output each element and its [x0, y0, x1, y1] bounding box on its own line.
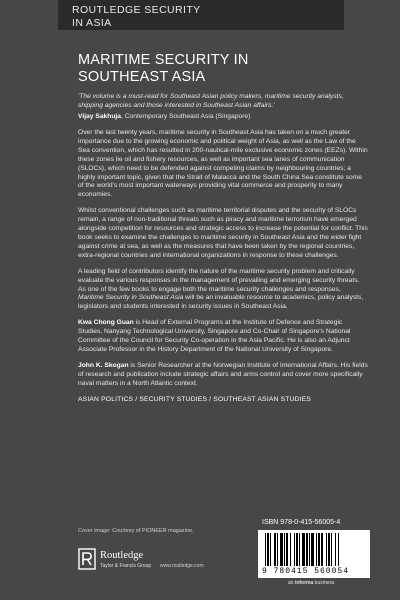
editor-bio-text-1: is Head of External Programs at the Institute of Defence and Strategic Studies, Nanyang Technological University, Singapore and Co-Chair of Singapore's National Committee of the Council for Security Co-operation in the Asia Pacific. He is also an Adjunct Associate Professor in the History Department of the National University of Singapore. [78, 319, 351, 353]
review-author: Vijay Sakhuja [78, 113, 121, 120]
barcode-bar [274, 533, 276, 566]
barcode-bar [280, 533, 283, 566]
barcode-bars [263, 533, 365, 567]
editor-bio-text-2: is Senior Researcher at the Norwegian Institute of International Affairs. His fields of research and publication include strategic affairs and arms control and cover more specifically naval matters in a North Atlantic context. [78, 361, 368, 387]
para3-book-title: Maritime Security in Southeast Asia [78, 294, 184, 302]
barcode-bar [328, 533, 330, 566]
barcode-digits: 9 780415 560054 [262, 567, 350, 576]
cover-content [78, 52, 368, 403]
informa-prefix: an [288, 580, 295, 586]
description-paragraph-3 [78, 268, 368, 313]
informa-suffix: business [313, 580, 335, 586]
informa-brand: informa [294, 580, 314, 586]
series-banner [58, 0, 344, 30]
series-name-line2: IN ASIA [72, 17, 112, 29]
barcode-bar [306, 533, 308, 566]
barcode-bar [270, 533, 271, 566]
cover-image-credit: Cover image: Courtesy of PIONEER magazine. [78, 528, 194, 534]
barcode-bar [318, 533, 320, 566]
barcode-bar [294, 533, 295, 566]
barcode [258, 530, 370, 578]
barcode-bar [267, 533, 269, 566]
barcode-bar [321, 533, 323, 566]
barcode-bar [302, 533, 305, 566]
review-quote: 'The volume is a must-read for Southeast Asian policy makers, maritime security analysts, shipping agencies and those interested in Southeast Asian affairs.' [78, 93, 344, 109]
description-paragraph-2: Whilst conventional challenges such as maritime territorial disputes and the security of SLOCs remain, a range of non-traditional threats such as piracy and maritime terrorism have emerged alongside competition for resources and strategic access to increase the potential for conflict. This book seeks to examine the challenges to maritime security in Southeast Asia and the wider fight against crime at sea, as well as the measures that have been taken by the regional countries, extra-regional countries and international organizations in response to these challenges. [78, 207, 368, 259]
review-source: , Contemporary Southeast Asia (Singapore) [121, 113, 251, 120]
para3-text-start: A leading field of contributors identify the nature of the maritime security problem and critically evaluate the various responses in the management of prevailing and emerging security threats. As one of the few books to engage both the maritime security challenges and responses, [78, 267, 360, 293]
title-line2: SOUTHEAST ASIA [78, 69, 206, 85]
para3-text-end: will be an invaluable resource to academics, policy analysts, legislators and students interested in security issues in Southeast Asia. [78, 294, 364, 311]
barcode-bar [296, 533, 298, 566]
barcode-bar [265, 533, 266, 566]
barcode-bar [277, 533, 278, 566]
barcode-bar [338, 533, 339, 566]
barcode-bar [309, 533, 310, 566]
publisher-name: Routledge [100, 550, 144, 561]
title-line1: MARITIME SECURITY IN [78, 52, 249, 68]
informa-business-line [288, 580, 334, 586]
description-paragraph-1: Over the last twenty years, maritime security in Southeast Asia has taken on a much greater importance due to the growing economic and political weight of Asia, as well as the Law of the Sea convention, which has resulted in 200-nautical-mile exclusive economic zones (EEZs). Within these zones lie oil and fishery resources, as well as important sea lanes of communication (SLOCs), which need to be defended against competing claims by neighbouring countries; a highly important topic, given that the Strait of Malacca and the South China Sea constitute some of the world's most important waterways providing vital commerce and prosperity to many economies. [78, 129, 368, 199]
editor-bio-1 [78, 319, 368, 355]
barcode-bar [299, 533, 300, 566]
series-name-line1: ROUTLEDGE SECURITY [72, 4, 201, 16]
editor-bio-2 [78, 362, 368, 389]
barcode-bar [286, 533, 288, 566]
barcode-bar [335, 533, 336, 566]
review-attribution [78, 112, 368, 121]
barcode-bar [326, 533, 327, 566]
routledge-logo-icon [78, 548, 96, 570]
editor-name-1: Kwa Chong Guan [78, 319, 134, 327]
publisher-website: www.routledge.com [160, 563, 204, 569]
barcode-bar [331, 533, 332, 566]
publisher-group: Taylor & Francis Group [100, 563, 152, 569]
barcode-bar [284, 533, 285, 566]
book-title [78, 52, 368, 86]
barcode-bar [290, 533, 291, 566]
barcode-bar [311, 533, 314, 566]
barcode-bar [316, 533, 317, 566]
subject-categories: ASIAN POLITICS / SECURITY STUDIES / SOUTHEAST ASIAN STUDIES [78, 395, 312, 403]
isbn-label: ISBN 978-0-415-56005-4 [262, 519, 341, 526]
editor-name-2: John K. Skogan [78, 361, 129, 369]
